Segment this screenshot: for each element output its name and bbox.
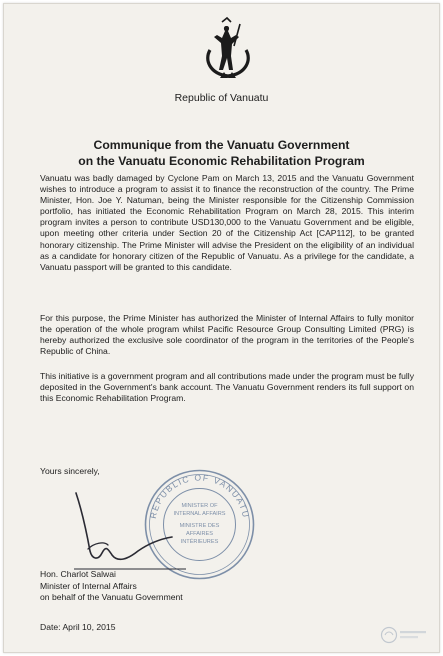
body-paragraph-2: For this purpose, the Prime Minister has authorized the Minister of Internal Affairs to fully monitor the operation of the whole program whilst Pacific Resource Group Consulting Limited (PRG) is hereby authorized the exclusive sole coordinator of the program in the territories of the People's Republic of China. [40, 313, 414, 357]
corner-watermark-logo [380, 626, 430, 644]
body-paragraph-3: This initiative is a government program and all contributions made under the program must be fully deposited in the Government's bank account. The Vanuatu Government renders its full support on this Economic Rehabilitation Program. [40, 371, 415, 404]
seal-inner-line: AFFAIRES [185, 531, 214, 537]
letter-date: Date: April 10, 2015 [40, 622, 116, 632]
seal-outer-text: REPUBLIC OF VANUATU [147, 472, 252, 520]
vanuatu-emblem-icon [200, 16, 256, 86]
title-line-1: Communique from the Vanuatu Government [93, 138, 350, 152]
country-heading: Republic of Vanuatu [174, 92, 269, 104]
seal-inner-line: MINISTER OF [181, 503, 218, 509]
body-paragraph-1: Vanuatu was badly damaged by Cyclone Pam on March 13, 2015 and the Vanuatu Government wishes to introduce a program to assist it to finance the reconstruction of the country. The Prime Minister, Hon. Joe Y. Natuman, being the Minister responsible for the Citizenship Commission portfolio, has initiated the Economic Rehabilitation Program on March 28, 2015. This interim program invites a person to contribute USD130,000 to the Vanuatu Government and be eligible, upon meeting other criteria under Section 20 of the Citizenship Act [CAP112], to be granted honorary citizenship. The Prime Minister will advise the President on the eligibility of an individual as a candidate for honorary citizen of the Republic of Vanuatu. As a privilege for the candidate, a Vanuatu passport will be granted to this candidate. [40, 173, 414, 272]
title-line-2: on the Vanuatu Economic Rehabilitation Program [78, 154, 365, 168]
signatory-name: Hon. Charlot Salwai [40, 569, 116, 579]
seal-inner-line: MINISTRE DES [179, 523, 220, 529]
signatory-block [40, 569, 183, 604]
letter-page [3, 3, 440, 653]
handwritten-signature [68, 489, 188, 574]
seal-inner-line: INTÉRIEURES [180, 539, 219, 545]
seal-inner-line: INTERNAL AFFAIRS [173, 511, 226, 517]
communique-title [4, 137, 439, 169]
signatory-on-behalf: on behalf of the Vanuatu Government [40, 592, 183, 603]
closing-salutation: Yours sincerely, [40, 466, 100, 476]
signatory-title: Minister of Internal Affairs [40, 580, 137, 591]
